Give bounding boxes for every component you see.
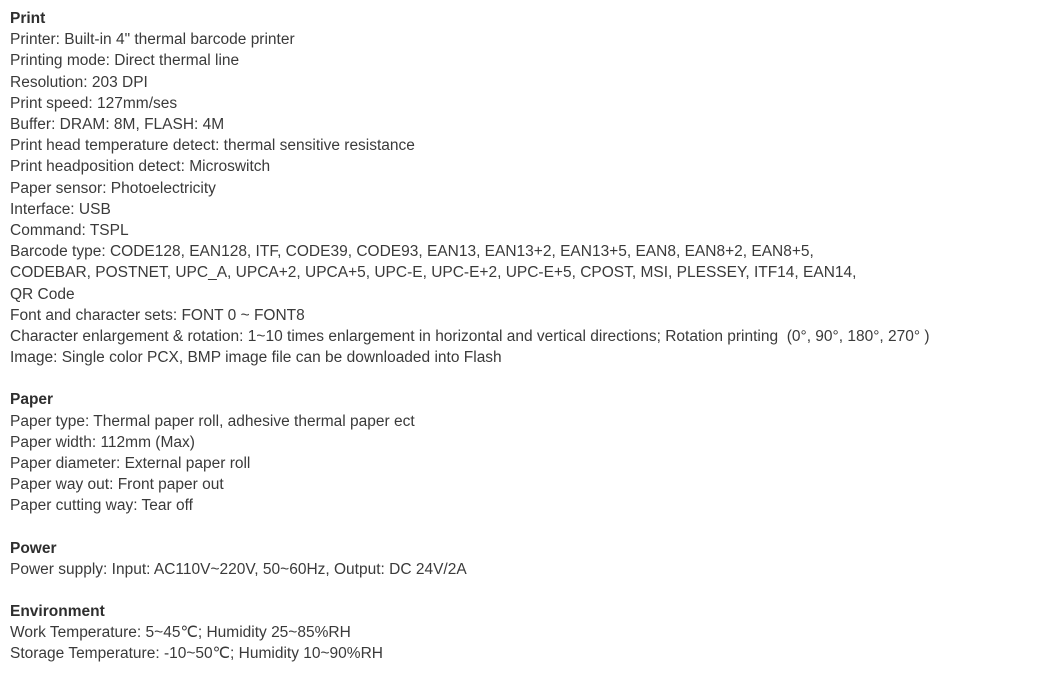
section-spacer — [10, 517, 1060, 538]
section-spacer — [10, 580, 1060, 601]
section-title-print: Print — [10, 10, 46, 27]
spec-line: Work Temperature: 5~45℃; Humidity 25~85%RH — [10, 624, 351, 642]
spec-line: Paper diameter: External paper roll — [10, 455, 251, 473]
spec-line: Font and character sets: FONT 0 ~ FONT8 — [10, 306, 305, 324]
spec-line: CODEBAR, POSTNET, UPC_A, UPCA+2, UPCA+5, UPC-E, UPC-E+2, UPC-E+5, CPOST, MSI, PLESSEY, ITF14, EAN14, — [10, 264, 857, 282]
spec-line: Paper width: 112mm (Max) — [10, 433, 195, 451]
spec-line: Paper type: Thermal paper roll, adhesive thermal paper ect — [10, 412, 415, 430]
spec-line: Barcode type: CODE128, EAN128, ITF, CODE39, CODE93, EAN13, EAN13+2, EAN13+5, EAN8, EAN8+2, EAN8+5, — [10, 243, 814, 261]
section-paper — [10, 389, 1060, 516]
spec-line: Resolution: 203 DPI — [10, 73, 148, 91]
spec-line: Paper sensor: Photoelectricity — [10, 179, 216, 197]
section-title-environment: Environment — [10, 603, 105, 621]
section-spacer — [10, 368, 1060, 389]
spec-line: Printer: Built-in 4" thermal barcode printer — [10, 31, 295, 49]
spec-line: Image: Single color PCX, BMP image file can be downloaded into Flash — [10, 349, 502, 367]
section-title-paper: Paper — [10, 391, 54, 409]
spec-line: QR Code — [10, 285, 75, 303]
spec-line: Paper cutting way: Tear off — [10, 497, 193, 515]
section-power — [10, 538, 1060, 580]
spec-line: Print head temperature detect: thermal sensitive resistance — [10, 137, 415, 155]
spec-line: Storage Temperature: -10~50℃; Humidity 10~90%RH — [10, 645, 383, 663]
spec-line: Print speed: 127mm/ses — [10, 94, 178, 112]
spec-line: Buffer: DRAM: 8M, FLASH: 4M — [10, 116, 225, 134]
spec-line: Character enlargement & rotation: 1~10 times enlargement in horizontal and vertical directions; Rotation printing (0°, 90°, 180°, 270° ) — [10, 328, 930, 346]
section-title-power: Power — [10, 539, 57, 557]
spec-line: Printing mode: Direct thermal line — [10, 52, 240, 70]
spec-line: Power supply: Input: AC110V~220V, 50~60Hz, Output: DC 24V/2A — [10, 560, 467, 578]
spec-line: Command: TSPL — [10, 222, 129, 240]
spec-line: Paper way out: Front paper out — [10, 476, 224, 494]
spec-line: Print headposition detect: Microswitch — [10, 158, 271, 176]
spec-line: Interface: USB — [10, 200, 111, 218]
section-print — [10, 8, 1060, 368]
section-environment — [10, 601, 1060, 665]
